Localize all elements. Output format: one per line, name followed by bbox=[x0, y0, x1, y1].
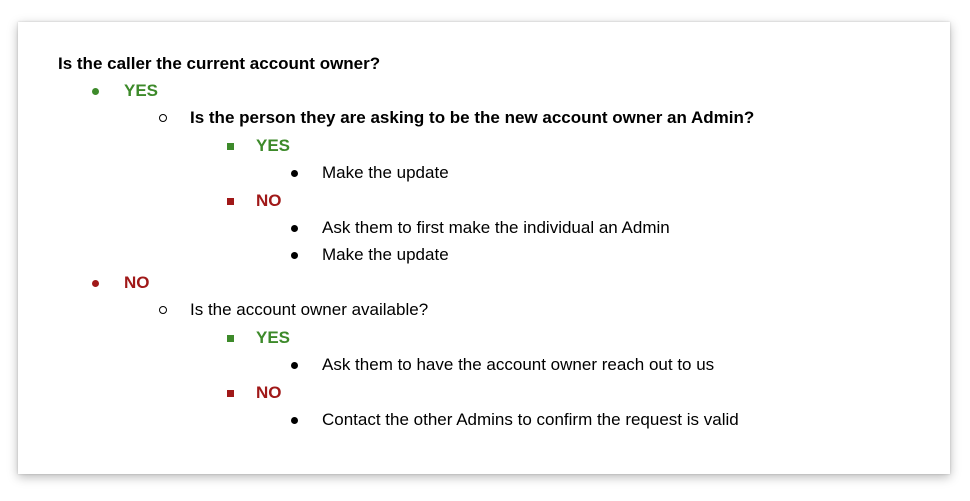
step-contact-admins: Contact the other Admins to confirm the request is valid bbox=[322, 410, 739, 429]
sub-no-label: NO bbox=[256, 383, 282, 402]
disc-bullet-icon bbox=[92, 88, 99, 95]
disc-bullet-icon bbox=[291, 225, 298, 232]
square-bullet-icon bbox=[227, 335, 234, 342]
disc-bullet-icon bbox=[291, 362, 298, 369]
step-make-update: Make the update bbox=[322, 245, 449, 264]
square-bullet-icon bbox=[227, 198, 234, 205]
circle-bullet-icon bbox=[159, 114, 167, 122]
question-owner-available: Is the account owner available? bbox=[190, 300, 429, 319]
square-bullet-icon bbox=[227, 390, 234, 397]
square-bullet-icon bbox=[227, 143, 234, 150]
circle-bullet-icon bbox=[159, 306, 167, 314]
disc-bullet-icon bbox=[291, 170, 298, 177]
disc-bullet-icon bbox=[92, 280, 99, 287]
question-new-owner-admin: Is the person they are asking to be the new account owner an Admin? bbox=[190, 108, 755, 127]
disc-bullet-icon bbox=[291, 252, 298, 259]
sub-no-label: NO bbox=[256, 191, 282, 210]
branch-yes-label: YES bbox=[124, 81, 159, 100]
sub-yes-label: YES bbox=[256, 136, 291, 155]
sub-yes-label: YES bbox=[256, 328, 291, 347]
branch-no-label: NO bbox=[124, 273, 150, 292]
step-make-update: Make the update bbox=[322, 163, 449, 182]
step-owner-reach-out: Ask them to have the account owner reach out to us bbox=[322, 355, 715, 374]
question-caller-owner: Is the caller the current account owner? bbox=[58, 54, 381, 73]
disc-bullet-icon bbox=[291, 417, 298, 424]
step-make-admin: Ask them to first make the individual an Admin bbox=[322, 218, 670, 237]
